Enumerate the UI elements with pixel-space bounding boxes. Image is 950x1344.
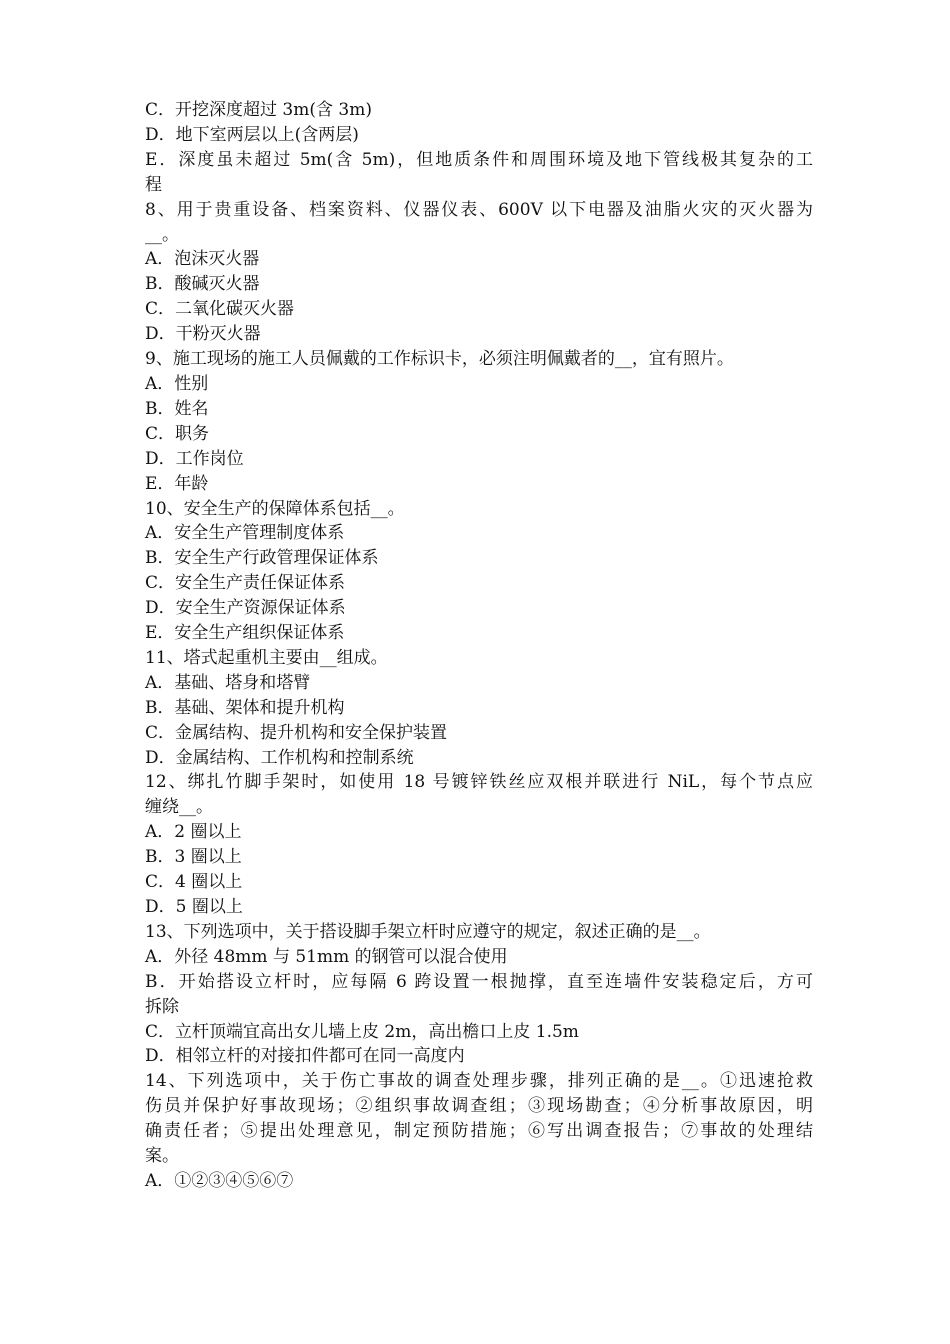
option-line: B．安全生产行政管理保证体系: [145, 548, 379, 569]
option-line: D．工作岗位: [145, 448, 244, 469]
text-line: __。: [145, 224, 179, 245]
option-line: B．开始搭设立杆时，应每隔 6 跨设置一根抛撑，直至连墙件安装稳定后，方可: [145, 971, 813, 992]
question-10: 10、安全生产的保障体系包括__。: [145, 498, 405, 519]
option-line: D．干粉灭火器: [145, 324, 261, 345]
question-12: 12、绑扎竹脚手架时，如使用 18 号镀锌铁丝应双根并联进行 NiL，每个节点应: [145, 772, 813, 793]
option-line: A．性别: [145, 373, 209, 394]
option-line: D．安全生产资源保证体系: [145, 598, 346, 619]
text-line: 缠绕__。: [145, 797, 213, 818]
option-line: A．泡沫灭火器: [145, 249, 260, 270]
option-line: E．安全生产组织保证体系: [145, 623, 345, 644]
option-line: D．金属结构、工作机构和控制系统: [145, 747, 414, 768]
option-line: A．基础、塔身和塔臂: [145, 672, 311, 693]
text-line: E．深度虽未超过 5m(含 5m)，但地质条件和周围环境及地下管线极其复杂的工: [145, 149, 813, 170]
text-line: 案。: [145, 1146, 179, 1167]
text-line: 拆除: [145, 996, 179, 1017]
question-text-block: [145, 98, 813, 1194]
option-line: A．①②③④⑤⑥⑦: [145, 1170, 294, 1191]
option-line: D．5 圈以上: [145, 897, 243, 917]
text-line: 伤员并保护好事故现场；②组织事故调查组；③现场勘查；④分析事故原因，明: [145, 1096, 813, 1117]
text-line: D．地下室两层以上(含两层): [145, 124, 359, 145]
option-line: B．基础、架体和提升机构: [145, 697, 345, 718]
text-line: C．开挖深度超过 3m(含 3m): [145, 100, 372, 120]
option-line: C．4 圈以上: [145, 872, 243, 893]
option-line: C．职务: [145, 423, 210, 444]
question-8: 8、用于贵重设备、档案资料、仪器仪表、600V 以下电器及油脂火灾的灭火器为: [145, 199, 813, 220]
text-line: 确责任者；⑤提出处理意见，制定预防措施；⑥写出调查报告；⑦事故的处理结: [145, 1121, 813, 1142]
text-line: 程: [145, 174, 162, 195]
option-line: A．2 圈以上: [145, 822, 242, 843]
option-line: B．酸碱灭火器: [145, 274, 260, 295]
option-line: A．外径 48mm 与 51mm 的钢管可以混合使用: [145, 946, 508, 967]
question-14: 14、下列选项中，关于伤亡事故的调查处理步骤，排列正确的是__。①迅速抢救: [145, 1071, 813, 1092]
option-line: C．立杆顶端宜高出女儿墙上皮 2m，高出檐口上皮 1.5m: [145, 1021, 579, 1042]
question-11: 11、塔式起重机主要由__组成。: [145, 647, 388, 668]
option-line: B．3 圈以上: [145, 847, 242, 868]
question-9: 9、施工现场的施工人员佩戴的工作标识卡，必须注明佩戴者的__，宜有照片。: [145, 349, 734, 370]
question-13: 13、下列选项中，关于搭设脚手架立杆时应遵守的规定，叙述正确的是__。: [145, 921, 711, 942]
option-line: D．相邻立杆的对接扣件都可在同一高度内: [145, 1046, 465, 1067]
option-line: A．安全生产管理制度体系: [145, 523, 345, 544]
option-line: C．金属结构、提升机构和安全保护装置: [145, 722, 448, 743]
option-line: C．安全生产责任保证体系: [145, 573, 346, 594]
option-line: C．二氧化碳灭火器: [145, 299, 295, 320]
option-line: B．姓名: [145, 398, 209, 419]
option-line: E．年龄: [145, 473, 209, 494]
